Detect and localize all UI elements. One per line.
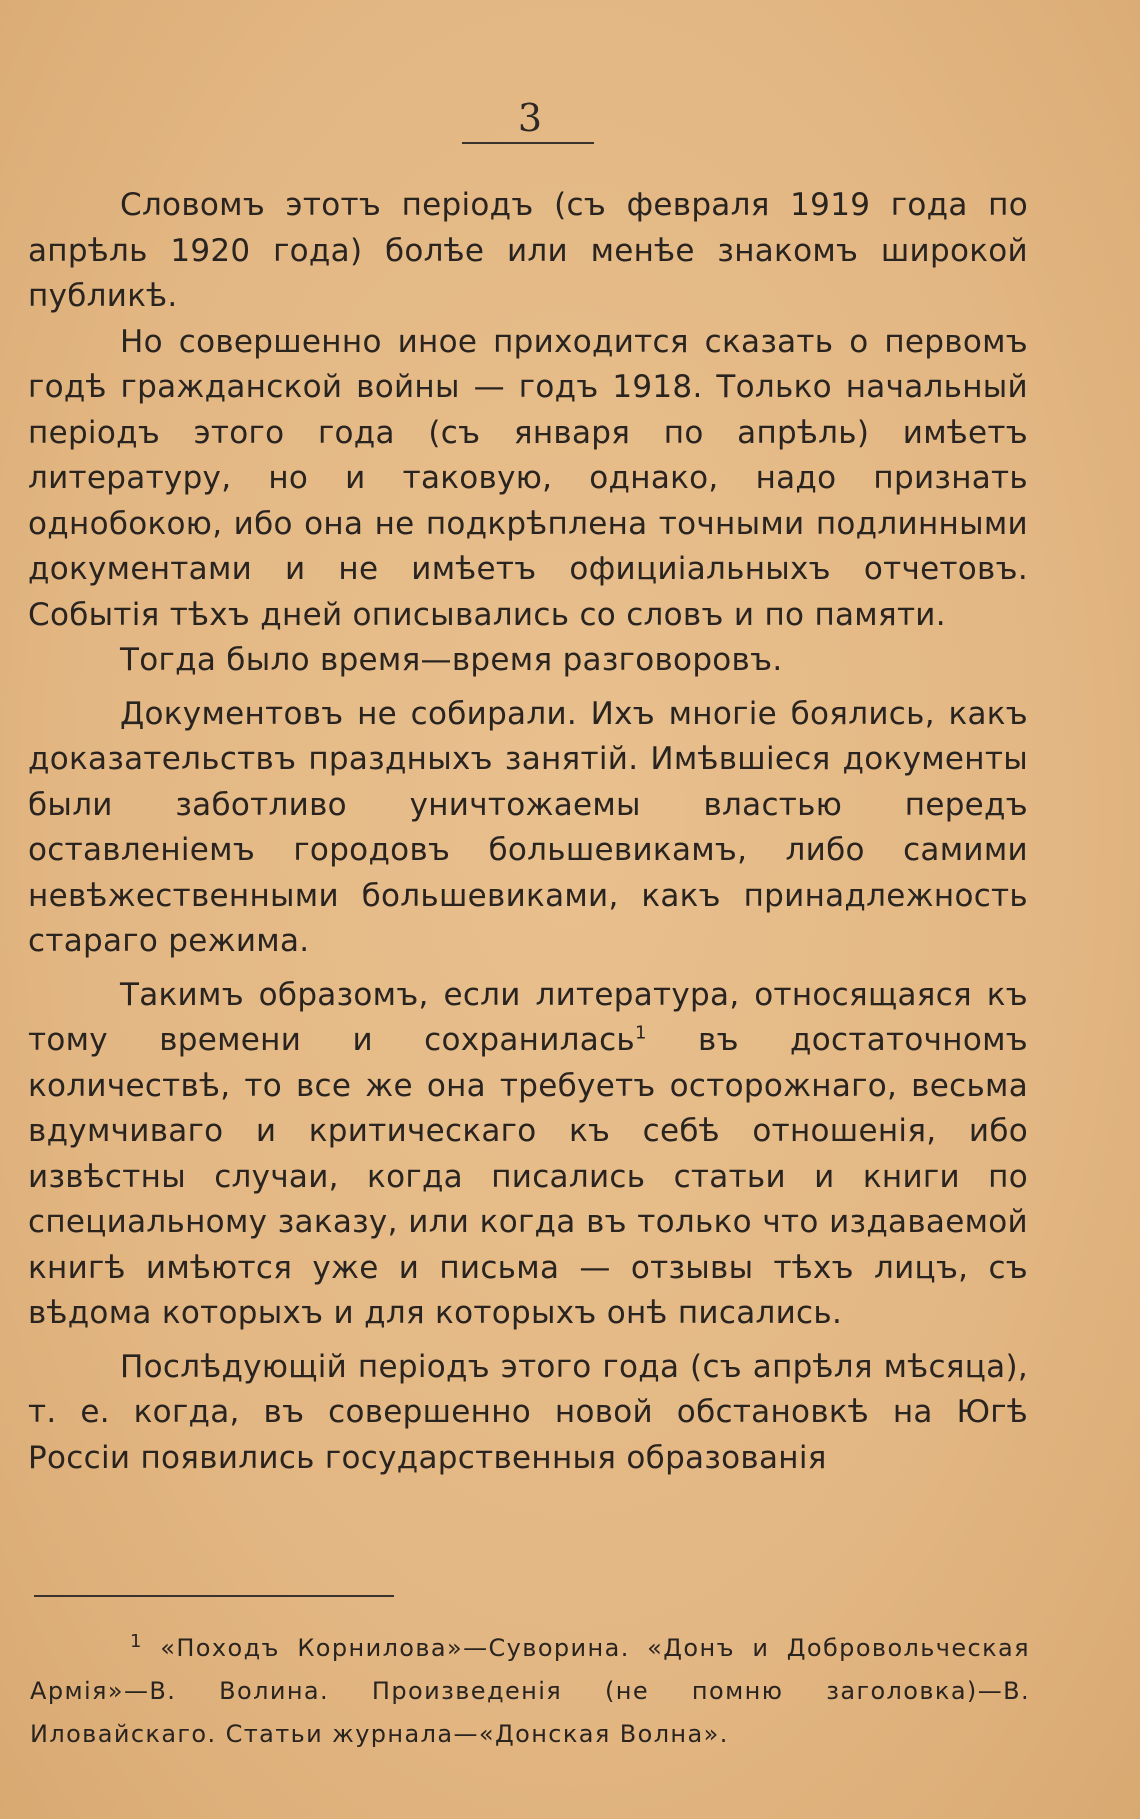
paragraph-5-text-after: въ достаточномъ количествѣ, то все же она требуетъ осторожнаго, весьма вдумчиваго и критическаго къ себѣ отношенія, ибо извѣстны случаи, когда писались статьи и книги по специальному заказу, или когда въ только что издаваемой книгѣ имѣются уже и письма — отзывы тѣхъ лицъ, съ вѣдома которыхъ и для которыхъ онѣ писались. <box>28 1022 1029 1331</box>
page-number-rule <box>462 142 594 144</box>
footnote-text: «Походъ Корнилова»—Суворина. «Донъ и Добровольческая Армія»—В. Волина. Произведенія (не помню заголовка)—В. Иловайскаго. Статьи журнала—«Донская Волна». <box>30 1634 1030 1748</box>
paragraph-3: Тогда было время—время разговоровъ. <box>120 642 783 678</box>
paragraph-2: Но совершенно иное приходится сказать о первомъ годѣ гражданской войны — годъ 1918. Только начальный періодъ этого года (съ января по апрѣль) имѣетъ литературу, но и таковую, однако, надо признать однобокою, ибо она не подкрѣплена точными подлинными документами и не имѣетъ официіальныхъ отчетовъ. Событія тѣхъ дней описывались со словъ и по памяти. <box>28 323 1028 633</box>
body-text <box>28 183 1028 1481</box>
footnote-1 <box>30 1627 1030 1756</box>
footnote-marker: 1 <box>130 1631 143 1652</box>
paragraph-1: Словомъ этотъ періодъ (съ февраля 1919 года по апрѣль 1920 года) болѣе или менѣе знакомъ широкой публикѣ. <box>28 187 1028 314</box>
paragraph-4: Документовъ не собирали. Ихъ многіе боялись, какъ доказательствъ праздныхъ занятій. Имѣвшіеся документы были заботливо уничтожаемы властью передъ оставленіемъ городовъ большевикамъ, либо самими невѣжественными большевиками, какъ принадлежность стараго режима. <box>28 695 1028 959</box>
paragraph-6: Послѣдующій періодъ этого года (съ апрѣля мѣсяца), т. е. когда, въ совершенно новой обстановкѣ на Югѣ Россіи появились государственныя образованія <box>28 1348 1028 1476</box>
paragraph-5 <box>28 973 1028 1337</box>
footnote-separator <box>34 1595 394 1597</box>
footnote-reference: 1 <box>635 1022 647 1044</box>
page-number: 3 <box>517 96 543 140</box>
footnotes <box>30 1627 1030 1756</box>
paragraph-5-text-before: Такимъ образомъ, если литература, относящаяся къ тому времени и сохранилась <box>28 976 1028 1058</box>
